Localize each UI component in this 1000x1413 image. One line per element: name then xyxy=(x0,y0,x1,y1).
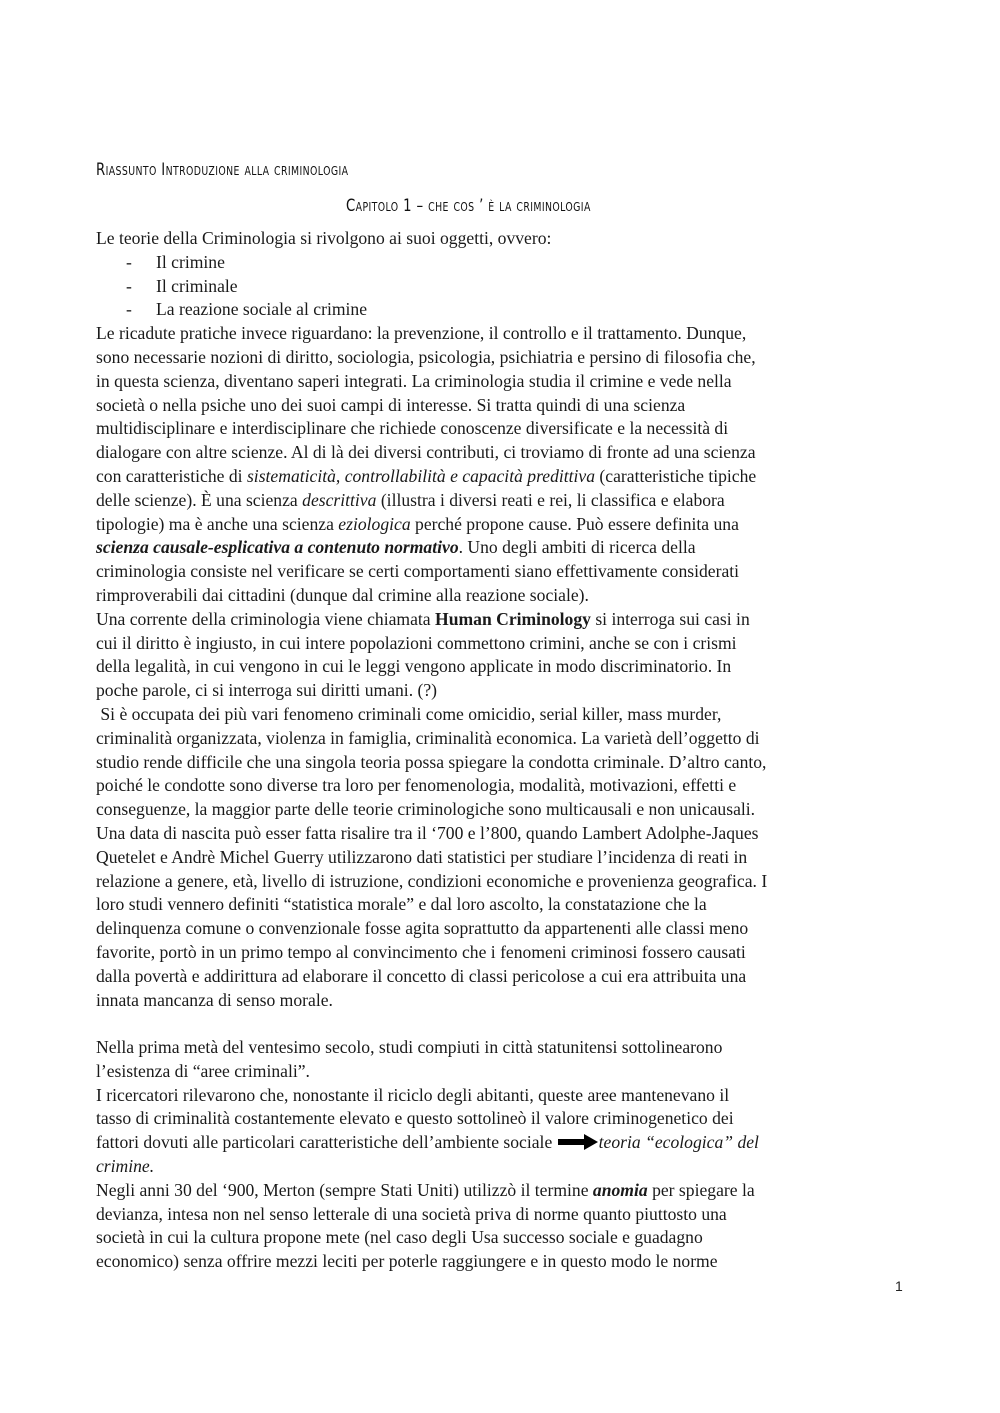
text-run: Negli anni 30 del ‘900, Merton (sempre Stati Uniti) utilizzò il termine xyxy=(96,1179,593,1200)
text-line: delinquenza comune o convenzionale fosse agita soprattutto da appartenenti alle classi meno xyxy=(96,918,749,939)
text-run: perché propone cause. Può essere definita una xyxy=(410,513,739,534)
bullet-marker: - xyxy=(126,299,132,320)
text-line xyxy=(96,1179,908,1203)
text-line: multidisciplinare e interdisciplinare che richiede conoscenze diversificate e la necessità di xyxy=(96,418,729,439)
text-line: poiché le condotte sono diverse tra loro per fenomenologia, modalità, motivazioni, effetti e xyxy=(96,775,737,796)
text-line: cui il diritto è ingiusto, in cui intere popolazioni commettono crimini, anche se con i crismi xyxy=(96,632,737,653)
text-line xyxy=(96,536,908,560)
italic-text: teoria “ecologica” del xyxy=(598,1132,759,1153)
list-item xyxy=(96,251,908,275)
text-line: Nella prima metà del ventesimo secolo, studi compiuti in città statunitensi sottolinearono xyxy=(96,1037,723,1058)
bullet-marker: - xyxy=(126,275,132,296)
italic-text: sistematicità, controllabilità e capacità predittiva xyxy=(246,465,596,486)
text-line: favorite, portò in un primo tempo al convincimento che i fenomeni criminosi fossero causati xyxy=(96,941,746,962)
text-run: Una corrente della criminologia viene chiamata xyxy=(96,608,436,629)
text-run: con caratteristiche di xyxy=(96,465,247,486)
italic-text: crimine. xyxy=(96,1156,155,1177)
text-line: Si è occupata dei più vari fenomeno criminali come omicidio, serial killer, mass murder, xyxy=(96,703,722,724)
text-line: dialogare con altre scienze. Al di là dei diversi contributi, ci troviamo di fronte ad una scienza xyxy=(96,442,756,463)
list-item-text: La reazione sociale al crimine xyxy=(156,299,368,320)
italic-text: eziologica xyxy=(338,513,411,534)
text-line: dalla povertà e addirittura ad elaborare il concetto di classi pericolose a cui era attribuita una xyxy=(96,965,747,986)
text-line: conseguenze, la maggior parte delle teorie criminologiche sono multicausali e non unicausali. xyxy=(96,799,756,820)
text-line: Le ricadute pratiche invece riguardano: la prevenzione, il controllo e il trattamento. Dunque, xyxy=(96,323,747,344)
text-line: Una data di nascita può esser fatta risalire tra il ‘700 e l’800, quando Lambert Adolphe-Jaques xyxy=(96,822,759,843)
text-line: poche parole, ci si interroga sui diritti umani. (?) xyxy=(96,680,438,701)
page-number: 1 xyxy=(895,1278,903,1294)
text-line: società in cui la cultura propone mete (nel caso degli Usa successo sociale e guadagno xyxy=(96,1227,703,1248)
text-run: fattori dovuti alle particolari caratteristiche dell’ambiente sociale xyxy=(96,1132,557,1153)
paragraph xyxy=(96,703,908,1012)
text-line: sono necessarie nozioni di diritto, sociologia, psicologia, psichiatria e persino di filosofia che, xyxy=(96,346,756,367)
text-line: della legalità, in cui vengono in cui le leggi vengono applicate in modo discriminatorio. In xyxy=(96,656,732,677)
text-line: in questa scienza, diventano saperi integrati. La criminologia studia il crimine e vede nella xyxy=(96,370,732,391)
paragraph xyxy=(96,1036,908,1179)
text-line xyxy=(96,1155,908,1179)
paragraph xyxy=(96,608,908,703)
text-line: studio rende difficile che una singola teoria possa spiegare la condotta criminale. D’altro canto, xyxy=(96,751,767,772)
paragraph-spacer xyxy=(96,1012,908,1036)
bold-italic-text: anomia xyxy=(592,1179,648,1200)
bullet-marker: - xyxy=(126,251,132,272)
list-item-text: Il crimine xyxy=(156,251,225,272)
text-line: economico) senza offrire mezzi leciti per poterle raggiungere e in questo modo le norme xyxy=(96,1251,718,1272)
text-run: si interroga sui casi in xyxy=(590,608,750,629)
list-item xyxy=(96,298,908,322)
text-line: tasso di criminalità costantemente elevato e questo sottolineò il valore criminogenetico dei xyxy=(96,1108,734,1129)
right-arrow-icon xyxy=(558,1134,598,1150)
text-line xyxy=(96,608,908,632)
chapter-title: Capitolo 1 – che cos ’ è la criminologia xyxy=(346,196,591,216)
text-run: (caratteristiche tipiche xyxy=(595,465,757,486)
text-line xyxy=(96,513,908,537)
text-line xyxy=(96,465,908,489)
text-line: loro studi vennero definiti “statistica morale” e dal loro ascolto, la constatazione che la xyxy=(96,894,707,915)
italic-text: descrittiva xyxy=(302,489,377,510)
document-title: Riassunto Introduzione alla criminologia xyxy=(96,160,349,180)
list-item-text: Il criminale xyxy=(156,275,238,296)
text-run: (illustra i diversi reati e rei, li classifica e elabora xyxy=(376,489,725,510)
text-line: innata mancanza di senso morale. xyxy=(96,989,333,1010)
text-line xyxy=(96,1131,908,1155)
text-line: rimproverabili dai cittadini (dunque dal crimine alla reazione sociale). xyxy=(96,584,589,605)
text-run: . Uno degli ambiti di ricerca della xyxy=(458,537,696,558)
text-line: società o nella psiche uno dei suoi campi di interesse. Si tratta quindi di una scienza xyxy=(96,394,686,415)
paragraph xyxy=(96,1179,908,1274)
text-run: delle scienze). È una scienza xyxy=(96,489,303,510)
paragraph xyxy=(96,322,908,608)
intro-line: Le teorie della Criminologia si rivolgono ai suoi oggetti, ovvero: xyxy=(96,228,552,248)
text-line: relazione a genere, età, livello di istruzione, condizioni economiche e provenienza geografica. I xyxy=(96,870,768,891)
text-run: per spiegare la xyxy=(647,1179,755,1200)
text-line: criminalità organizzata, violenza in famiglia, criminalità economica. La varietà dell’oggetto di xyxy=(96,727,760,748)
text-line xyxy=(96,489,908,513)
bold-text: Human Criminology xyxy=(435,608,591,629)
text-line: I ricercatori rilevarono che, nonostante il riciclo degli abitanti, queste aree mantenevano il xyxy=(96,1084,730,1105)
text-line: devianza, intesa non nel senso letterale di una società priva di norme quanto piuttosto una xyxy=(96,1203,727,1224)
text-line: l’esistenza di “aree criminali”. xyxy=(96,1060,310,1081)
text-line: Quetelet e Andrè Michel Guerry utilizzarono dati statistici per studiare l’incidenza di reati in xyxy=(96,846,748,867)
document-body xyxy=(96,227,908,1274)
bold-italic-text: scienza causale-esplicativa a contenuto normativo xyxy=(96,537,459,558)
text-run: tipologie) ma è anche una scienza xyxy=(96,513,339,534)
text-line: criminologia consiste nel verificare se certi comportamenti siano effettivamente considerati xyxy=(96,561,740,582)
list-item xyxy=(96,275,908,299)
